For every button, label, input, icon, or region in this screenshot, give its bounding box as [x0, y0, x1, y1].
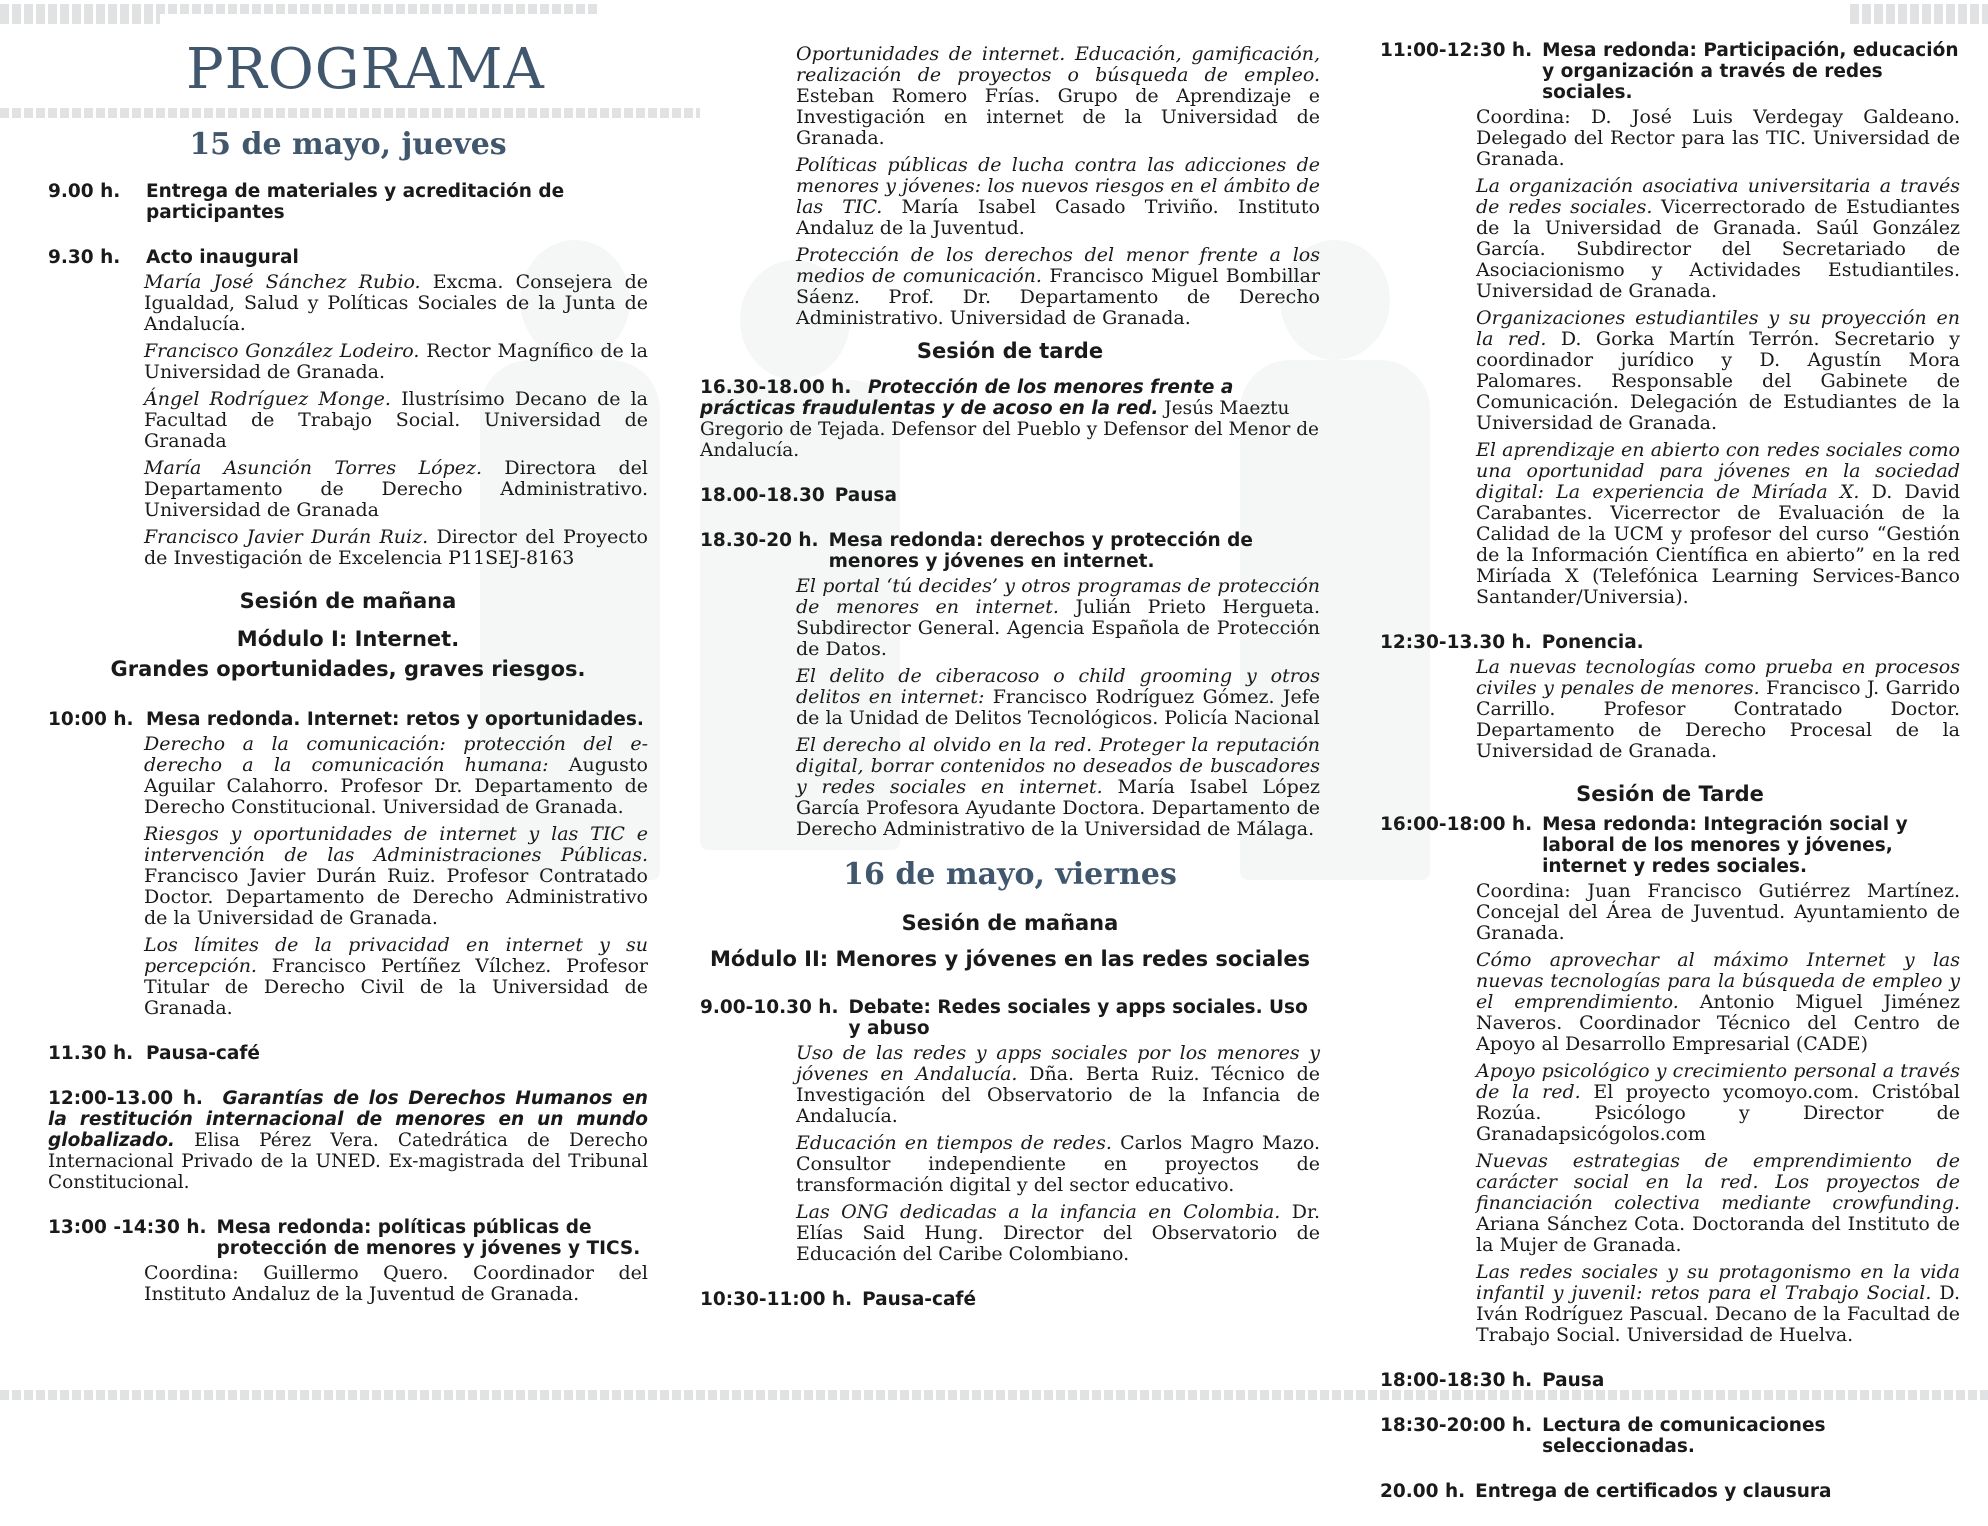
decorative-band: [1850, 4, 1988, 14]
item-time: 13:00 -14:30 h.: [48, 1217, 207, 1238]
speaker-entry: Nuevas estrategias de emprendimiento de carácter social en la red. Los proyectos de financiación colectiva mediante crowfunding. Ariana Sánchez Cota. Doctoranda del Instituto de la Mujer de Granada.: [1476, 1150, 1960, 1256]
item-title: Acto inaugural: [146, 247, 299, 268]
module-subheading: Grandes oportunidades, graves riesgos.: [110, 657, 586, 681]
speaker-entry: Protección de los derechos del menor frente a los medios de comunicación. Francisco Miguel Bombillar Sáenz. Prof. Dr. Departamento de Derecho Administrativo. Universidad de Granada.: [796, 244, 1320, 329]
schedule-item: [48, 1088, 648, 1193]
item-title: Debate: Redes sociales y apps sociales. Uso y abuso: [848, 997, 1308, 1039]
schedule-item: [1380, 1370, 1960, 1391]
speaker-entry: María José Sánchez Rubio. Excma. Consejera de Igualdad, Salud y Políticas Sociales de la Junta de Andalucía.: [144, 271, 648, 335]
speaker-entry: Derecho a la comunicación: protección del e-derecho a la comunicación humana: Augusto Aguilar Calahorro. Profesor Dr. Departamento de Derecho Constitucional. Universidad de Granada.: [144, 733, 648, 818]
item-time: 10:00 h.: [48, 709, 134, 730]
item-time: 18:30-20:00 h.: [1380, 1415, 1533, 1436]
item-title: Ponencia.: [1541, 632, 1644, 653]
item-speaker: Elisa Pérez Vera. Catedrática de Derecho Internacional Privado de la UNED. Ex-magistrada del Tribunal Constitucional.: [48, 1130, 648, 1193]
speaker-entry: El delito de ciberacoso o child grooming y otros delitos en internet: Francisco Rodríguez Gómez. Jefe de la Unidad de Delitos Tecnológicos. Policía Nacional: [796, 665, 1320, 729]
day-heading: 15 de mayo, jueves: [189, 127, 507, 162]
speaker-entry: Francisco Javier Durán Ruiz. Director del Proyecto de Investigación de Excelencia P11SEJ-8163: [144, 526, 648, 569]
program-column-2: [700, 40, 1320, 1334]
speaker-entry: El portal ‘tú decides’ y otros programas de protección de menores en internet. Julián Prieto Hergueta. Subdirector General. Agencia Española de Protección de Datos.: [796, 575, 1321, 660]
schedule-item: [700, 1289, 1320, 1310]
speaker-entry: Las redes sociales y su protagonismo en la vida infantil y juvenil: retos para el Trabajo Social. D. Iván Rodríguez Pascual. Decano de la Facultad de Trabajo Social. Universidad de Huelva.: [1476, 1261, 1961, 1346]
session-heading: Sesión de Tarde: [1576, 782, 1764, 806]
speaker-entry: Educación en tiempos de redes. Carlos Magro Mazo. Consultor independiente en proyectos de transformación digital y del sector educativo.: [796, 1132, 1320, 1196]
item-time: 16:00-18:00 h.: [1380, 814, 1533, 835]
module-heading: Módulo I: Internet.: [236, 627, 460, 651]
schedule-item: [48, 181, 648, 223]
schedule-item: [1380, 632, 1960, 762]
item-title: Mesa redonda: derechos y protección de menores y jóvenes en internet.: [828, 530, 1253, 572]
speaker-entry: Ángel Rodríguez Monge. Ilustrísimo Decano de la Facultad de Trabajo Social. Universidad de Granada: [144, 388, 648, 452]
speaker-entry: La nuevas tecnologías como prueba en procesos civiles y penales de menores. Francisco J. Garrido Carrillo. Profesor Contratado Doctor. Departamento de Derecho Procesal de la Universidad de Granada.: [1476, 656, 1961, 762]
speaker-entry: Riesgos y oportunidades de internet y las TIC e intervención de las Administraciones Públicas. Francisco Javier Durán Ruiz. Profesor Contratado Doctor. Departamento de Derecho Administrativo de la Universidad de Granada.: [144, 823, 648, 929]
speaker-entry: Coordina: Juan Francisco Gutiérrez Martínez. Concejal del Área de Juventud. Ayuntamiento de Granada.: [1476, 880, 1960, 944]
decorative-band: [0, 4, 600, 14]
speaker-entry: Uso de las redes y apps sociales por los menores y jóvenes en Andalucía. Dña. Berta Ruiz. Técnico de Investigación del Observatorio de la Infancia de Andalucía.: [796, 1042, 1320, 1127]
speaker-entry: Cómo aprovechar al máximo Internet y las nuevas tecnologías para la búsqueda de empleo y el emprendimiento. Antonio Miguel Jiménez Naveros. Coordinador Técnico del Centro de Apoyo al Desarrollo Empresarial (CADE): [1476, 949, 1960, 1055]
schedule-item: [700, 485, 1320, 506]
item-title: Mesa redonda. Internet: retos y oportunidades.: [146, 709, 644, 730]
item-title: Entrega de materiales y acreditación de participantes: [146, 181, 565, 223]
item-title: Protección de los menores frente a prácticas fraudulentas y de acoso en la red.: [700, 377, 1234, 419]
speaker-entry: Políticas públicas de lucha contra las adicciones de menores y jóvenes: los nuevos riesgos en el ámbito de las TIC. María Isabel Casado Triviño. Instituto Andaluz de la Juventud.: [796, 154, 1320, 239]
speaker-entry: Apoyo psicológico y crecimiento personal a través de la red. El proyecto ycomoyo.com. Cristóbal Rozúa. Psicólogo y Director de Granadapsicógolos.com: [1476, 1060, 1961, 1145]
speaker-entry: Los límites de la privacidad en internet y su percepción. Francisco Pertíñez Vílchez. Profesor Titular de Derecho Civil de la Universidad de Granada.: [144, 934, 648, 1019]
item-time: 10:30-11:00 h.: [700, 1289, 853, 1310]
item-title: Pausa-café: [862, 1289, 977, 1310]
item-time: 20.00 h.: [1380, 1481, 1466, 1502]
item-title: Lectura de comunicaciones seleccionadas.: [1542, 1415, 1826, 1457]
speaker-entry: Coordina: D. José Luis Verdegay Galdeano. Delegado del Rector para las TIC. Universidad de Granada.: [1476, 106, 1960, 170]
decorative-band: [0, 14, 160, 24]
session-heading: Sesión de tarde: [916, 339, 1104, 363]
schedule-item: [1380, 40, 1960, 608]
speaker-entry: El aprendizaje en abierto con redes sociales como una oportunidad para jóvenes en la sociedad digital: La experiencia de Miríada X. D. David Carabantes. Vicerrector de Evaluación de la Calidad de la UCM y profesor del curso “Gestión de la Información Científica en abierto” en la red Miríada X (Telefónica Learning Services-Banco Santander/Universia).: [1476, 439, 1960, 608]
speaker-entry: Coordina: Guillermo Quero. Coordinador del Instituto Andaluz de la Juventud de Granada.: [144, 1262, 648, 1305]
schedule-item: [1380, 1481, 1960, 1502]
schedule-item: [700, 997, 1320, 1265]
item-time: 18:00-18:30 h.: [1380, 1370, 1533, 1391]
item-title: Pausa: [1542, 1370, 1605, 1391]
item-title: Mesa redonda: Participación, educación y organización a través de redes sociales.: [1542, 40, 1959, 103]
schedule-item: [48, 1217, 648, 1305]
item-title: Entrega de certificados y clausura: [1475, 1481, 1832, 1502]
item-time: 9.00 h.: [48, 181, 121, 202]
item-time: 18.00-18.30: [700, 485, 825, 506]
item-time: 18.30-20 h.: [700, 530, 819, 551]
speaker-entry: Organizaciones estudiantiles y su proyección en la red. D. Gorka Martín Terrón. Secretario y coordinador jurídico y D. Agustín Mora Palomares. Responsable del Gabinete de Comunicación. Delegación de Estudiantes de la Universidad de Granada.: [1476, 307, 1960, 434]
item-time: 9.00-10.30 h.: [700, 997, 839, 1018]
session-heading: Sesión de mañana: [239, 589, 457, 613]
item-title: Pausa: [834, 485, 897, 506]
item-time: 16.30-18.00 h.: [700, 377, 852, 398]
schedule-item: [48, 709, 648, 1019]
day-heading: 16 de mayo, viernes: [843, 857, 1177, 892]
speaker-entry: El derecho al olvido en la red. Proteger la reputación digital, borrar contenidos no deseados de buscadores y redes sociales en internet. María Isabel López García Profesora Ayudante Doctora. Departamento de Derecho Administrativo de la Universidad de Málaga.: [796, 734, 1320, 840]
schedule-item: [48, 247, 648, 569]
schedule-item: [1380, 814, 1960, 1346]
item-time: 11.30 h.: [48, 1043, 134, 1064]
module-heading: Módulo II: Menores y jóvenes en las redes sociales: [709, 947, 1311, 971]
session-heading: Sesión de mañana: [901, 911, 1119, 935]
item-time: 9.30 h.: [48, 247, 121, 268]
item-title: Garantías de los Derechos Humanos en la restitución internacional de menores en un mundo globalizado.: [48, 1088, 648, 1151]
item-speaker: Jesús Maeztu Gregorio de Tejada. Defensor del Pueblo y Defensor del Menor de Andalucía.: [700, 398, 1320, 461]
speaker-entry: Oportunidades de internet. Educación, gamificación, realización de proyectos o búsqueda de empleo. Esteban Romero Frías. Grupo de Aprendizaje e Investigación en internet de la Universidad de Granada.: [796, 43, 1320, 149]
program-column-3: [1380, 40, 1960, 1526]
decorative-band: [1850, 14, 1988, 24]
item-title: Mesa redonda: Integración social y laboral de los menores y jóvenes, internet y redes sociales.: [1542, 814, 1908, 877]
page-title: PROGRAMA: [186, 37, 545, 102]
speaker-entry: Francisco González Lodeiro. Rector Magnífico de la Universidad de Granada.: [144, 340, 648, 383]
item-time: 12:00-13.00 h.: [48, 1088, 203, 1109]
schedule-item: [700, 377, 1320, 461]
speaker-entry: María Asunción Torres López. Directora del Departamento de Derecho Administrativo. Universidad de Granada: [144, 457, 648, 521]
item-time: 11:00-12:30 h.: [1380, 40, 1533, 61]
schedule-item: [48, 1043, 648, 1064]
speaker-entry: La organización asociativa universitaria a través de redes sociales. Vicerrectorado de Estudiantes de la Universidad de Granada. Saúl González García. Subdirector del Secretariado de Asociacionismo y Actividades Estudiantiles. Universidad de Granada.: [1476, 175, 1960, 302]
schedule-item: [700, 530, 1320, 840]
item-time: 12:30-13.30 h.: [1380, 632, 1532, 653]
item-title: Pausa-café: [146, 1043, 260, 1064]
schedule-item: [1380, 1415, 1960, 1457]
item-title: Mesa redonda: políticas públicas de protección de menores y jóvenes y TICS.: [216, 1217, 641, 1259]
program-column-1: [48, 37, 648, 1329]
speaker-entry: Las ONG dedicadas a la infancia en Colombia. Dr. Elías Said Hung. Director del Observatorio de Educación del Caribe Colombiano.: [796, 1201, 1320, 1265]
